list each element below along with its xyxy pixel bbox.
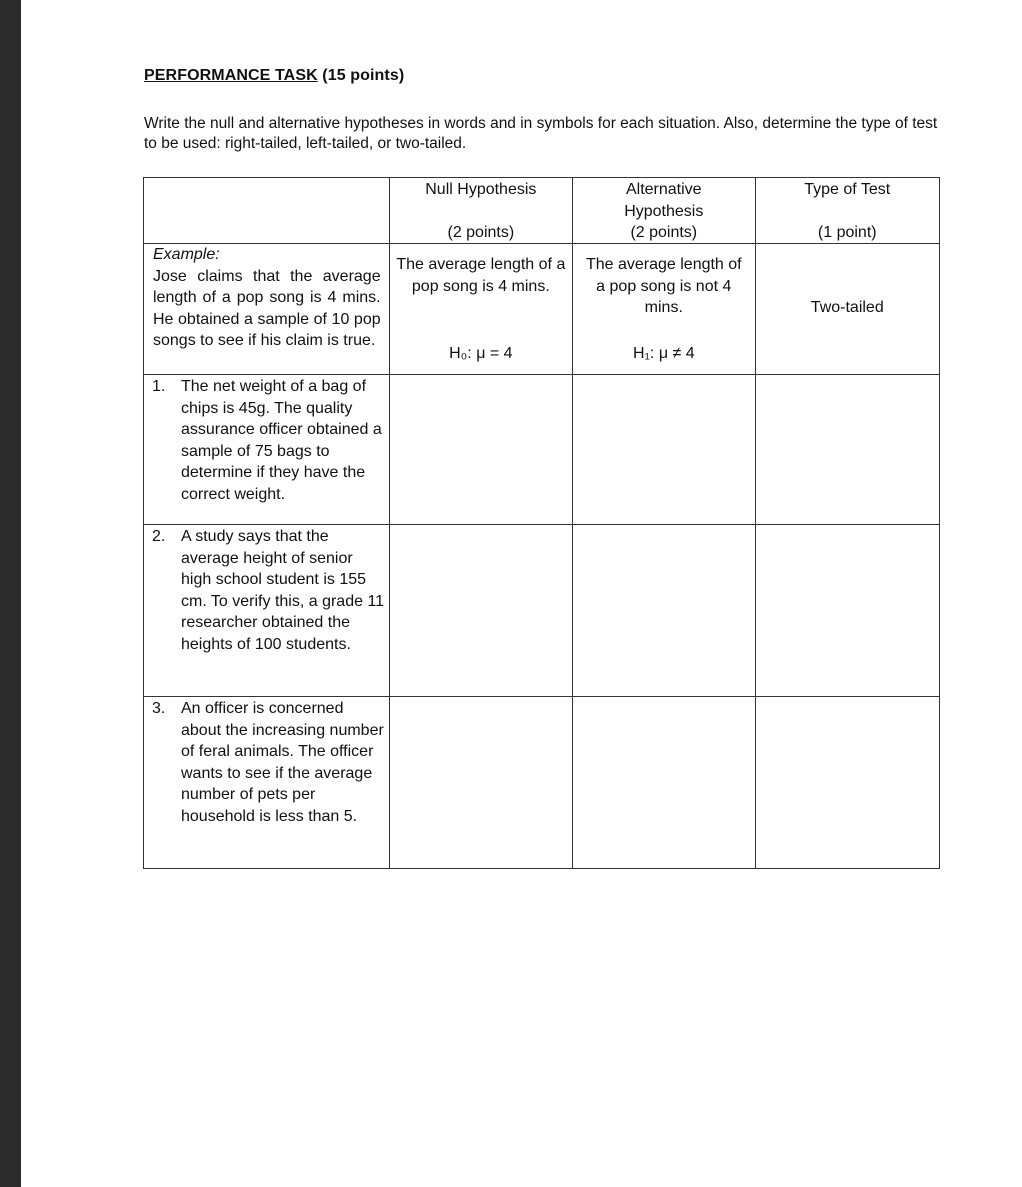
- situation-cell: [144, 525, 390, 697]
- alt-answer-cell[interactable]: [573, 697, 755, 869]
- item-number: 2.: [152, 528, 166, 545]
- null-answer-cell[interactable]: [389, 375, 572, 525]
- item-number: 1.: [152, 378, 166, 395]
- test-answer-cell[interactable]: [755, 697, 939, 869]
- task-points: (15 points): [322, 67, 405, 84]
- table-header-row: [144, 178, 940, 244]
- example-row: [144, 244, 940, 375]
- test-answer-cell[interactable]: [755, 525, 939, 697]
- example-situation-cell: [144, 244, 390, 375]
- example-alt-symbol: H₁: μ ≠ 4: [632, 345, 695, 362]
- task-heading: [144, 67, 404, 85]
- header-title: Type of Test: [804, 181, 891, 198]
- example-null-words: The average length of a pop song is 4 mins.: [396, 256, 566, 295]
- header-points: (2 points): [447, 224, 515, 241]
- header-title: Alternative Hypothesis: [624, 181, 704, 220]
- example-test-cell: [755, 244, 939, 375]
- situation-cell: [144, 697, 390, 869]
- null-answer-cell[interactable]: [389, 525, 572, 697]
- item-text: The net weight of a bag of chips is 45g. The quality assurance officer obtained a sample of 75 bags to determine if they have the correct weight.: [181, 378, 382, 503]
- table-row: [144, 525, 940, 697]
- header-points: (1 point): [817, 224, 877, 241]
- item-text: An officer is concerned about the increasing number of feral animals. The officer wants to see if the average number of pets per household is less than 5.: [181, 700, 384, 825]
- item-text: A study says that the average height of senior high school student is 155 cm. To verify this, a grade 11 researcher obtained the heights of 100 students.: [181, 528, 385, 653]
- situation-cell: [144, 375, 390, 525]
- test-answer-cell[interactable]: [755, 375, 939, 525]
- table-row: [144, 375, 940, 525]
- instructions-text: Write the null and alternative hypotheses in words and in symbols for each situation. Also, determine the type of test to be used: right-tailed, left-tailed, or two-tailed.: [144, 115, 938, 152]
- header-title: Null Hypothesis: [425, 181, 537, 198]
- header-points: (2 points): [630, 224, 698, 241]
- table-row: [144, 697, 940, 869]
- list-item: [152, 698, 385, 827]
- hypothesis-table: [143, 177, 940, 869]
- viewer-left-bar: [0, 0, 21, 1187]
- header-type-of-test: [755, 178, 939, 244]
- example-test-type: Two-tailed: [810, 299, 884, 316]
- example-label: Example:: [153, 246, 220, 263]
- header-situation: [144, 178, 390, 244]
- list-item: [152, 526, 385, 655]
- example-situation: Jose claims that the average length of a pop song is 4 mins. He obtained a sample of 10 pop songs to see if his claim is true.: [153, 267, 381, 349]
- example-null-cell: [389, 244, 572, 375]
- header-null-hypothesis: [389, 178, 572, 244]
- header-alternative-hypothesis: [573, 178, 755, 244]
- task-title: PERFORMANCE TASK: [144, 67, 318, 84]
- item-number: 3.: [152, 700, 166, 717]
- null-answer-cell[interactable]: [389, 697, 572, 869]
- example-null-symbol: H₀: μ = 4: [449, 345, 513, 362]
- list-item: [152, 376, 385, 505]
- document-page: [21, 0, 1022, 1187]
- example-alt-words: The average length of a pop song is not 4 mins.: [585, 256, 742, 316]
- alt-answer-cell[interactable]: [573, 375, 755, 525]
- example-alt-cell: [573, 244, 755, 375]
- alt-answer-cell[interactable]: [573, 525, 755, 697]
